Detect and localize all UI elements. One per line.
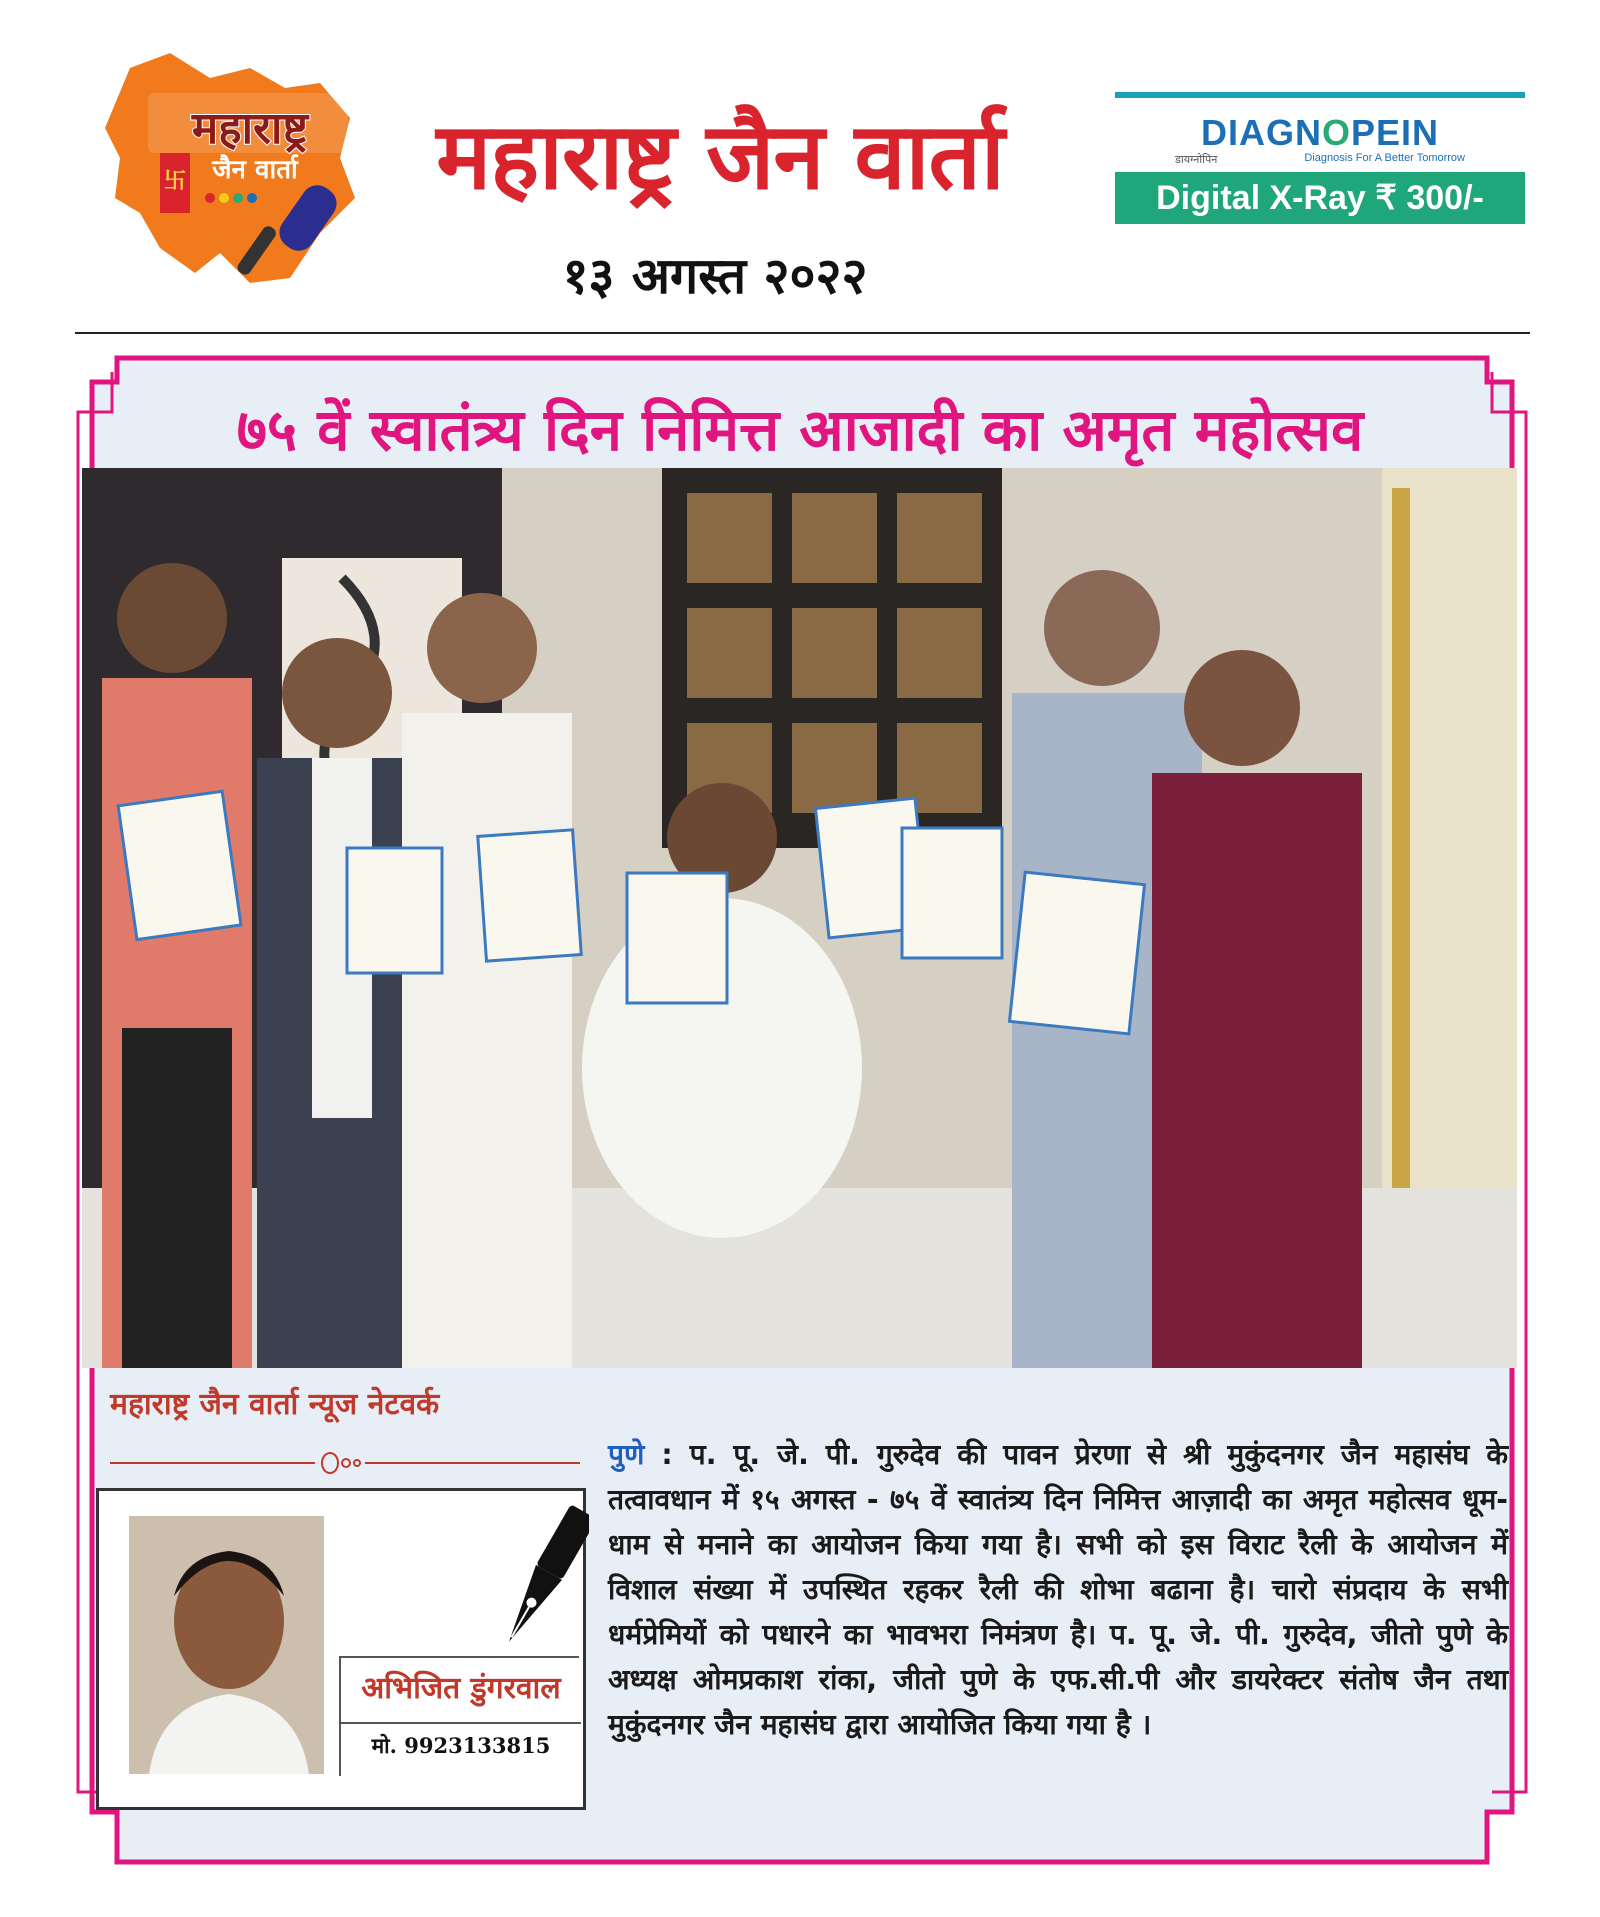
logo-subtitle: जैन वार्ता: [212, 155, 298, 185]
issue-date: १३ अगस्त २०२२: [562, 246, 868, 305]
author-phone: मो. 9923133815: [341, 1722, 581, 1760]
ad-price-band: Digital X-Ray ₹ 300/-: [1115, 172, 1525, 224]
fountain-pen-icon: [499, 1501, 589, 1661]
article-body: [608, 1432, 1508, 1747]
header-rule: [75, 332, 1530, 334]
svg-text:卐: 卐: [163, 169, 187, 194]
newspaper-logo: [100, 48, 370, 288]
svg-text:NEWS: NEWS: [319, 242, 350, 281]
diagnopein-ad: [1115, 92, 1525, 224]
author-nameplate: [339, 1656, 579, 1776]
author-box: [96, 1488, 586, 1810]
brand-o-icon: O: [1321, 112, 1351, 153]
logo-title: महाराष्ट्र: [191, 103, 309, 154]
byline: महाराष्ट्र जैन वार्ता न्यूज नेटवर्क: [110, 1387, 440, 1422]
event-photo: [82, 468, 1517, 1368]
article-text: : प. पू. जे. पी. गुरुदेव की पावन प्रेरणा से श्री मुकुंदनगर जैन महासंघ के तत्वावधान में १५ अगस्त - ७५ वें स्वातंत्र्य दिन निमित्त आज़ादी का अमृत महोत्सव धूम-धाम से मनाने का आयोजन किया गया है। सभी को इस विराट रैली के आयोजन में विशाल संख्या में उपस्थित रहकर रैली की शोभा बढाना है। चारो संप्रदाय के सभी धर्मप्रेमियों को पधारने का भावभरा निमंत्रण है। प. पू. जे. पी. गुरुदेव, जीतो पुणे के अध्यक्ष ओमप्रकाश रांका, जीतो पुणे के एफ.सी.पी और डायरेक्टर संतोष जैन तथा मुकुंदनगर जैन महासंघ द्वारा आयोजित किया गया है ।: [608, 1438, 1508, 1741]
person-1: [102, 563, 252, 1368]
ornamental-divider: [110, 1448, 580, 1478]
masthead-title: महाराष्ट्र जैन वार्ता: [436, 103, 1004, 210]
headline: ७५ वें स्वातंत्र्य दिन निमित्त आजादी का अमृत महोत्सव: [236, 396, 1364, 464]
dateline-place: पुणे: [608, 1438, 645, 1471]
author-name: अभिजित डुंगरवाल: [361, 1671, 561, 1706]
ad-tagline: डायग्नोपिन Diagnosis For A Better Tomorrow: [1175, 152, 1465, 166]
author-photo: [129, 1516, 324, 1774]
ad-brand: DIAGNOPEIN: [1200, 112, 1440, 153]
